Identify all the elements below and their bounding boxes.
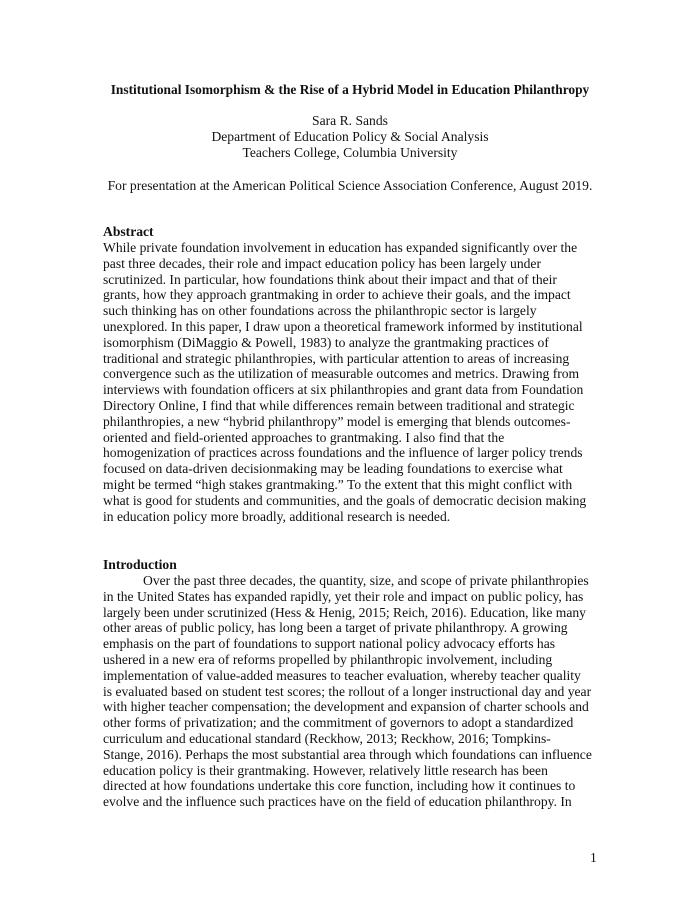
abstract-line: isomorphism (DiMaggio & Powell, 1983) to analyze the grantmaking practices of — [103, 334, 549, 350]
abstract-line: philanthropies, a new “hybrid philanthropy” model is emerging that blends outcomes- — [103, 413, 571, 429]
abstract-line: oriented and field-oriented approaches to grantmaking. I also find that the — [103, 429, 505, 445]
abstract-line: such thinking has on other foundations across the philanthropic sector is largely — [103, 303, 537, 319]
abstract-line: in education policy more broadly, additional research is needed. — [103, 508, 451, 524]
introduction-line: largely been under scrutinized (Hess & Henig, 2015; Reich, 2016). Education, like many — [103, 604, 586, 620]
introduction-body — [103, 573, 597, 810]
introduction-line: other areas of public policy, has long been a target of private philanthropy. A growing — [103, 620, 568, 636]
introduction-line: Over the past three decades, the quantity, size, and scope of private philanthropies — [143, 573, 589, 588]
introduction-line: directed at how foundations undertake this core function, including how it continues to — [103, 778, 576, 794]
abstract-line: convergence such as the utilization of measurable outcomes and metrics. Drawing from — [103, 366, 580, 382]
abstract-line: unexplored. In this paper, I draw upon a theoretical framework informed by institutional — [103, 318, 583, 334]
abstract-line: past three decades, their role and impact education policy has been largely under — [103, 255, 541, 271]
introduction-line: with higher teacher compensation; the development and expansion of charter schools and — [103, 699, 589, 715]
abstract-body — [103, 240, 597, 524]
introduction-line: curriculum and educational standard (Reckhow, 2013; Reckhow, 2016; Tompkins- — [103, 730, 551, 746]
author-name: Sara R. Sands — [312, 113, 388, 128]
abstract-line: grants, how they approach grantmaking in order to achieve their goals, and the impact — [103, 287, 571, 303]
abstract-line: homogenization of practices across foundations and the influence of larger policy trends — [103, 445, 583, 461]
author-department: Department of Education Policy & Social Analysis — [211, 129, 489, 144]
introduction-line: is evaluated based on student test scores; the rollout of a longer instructional day and year — [103, 683, 592, 699]
introduction-section — [103, 557, 597, 810]
introduction-line: evolve and the influence such practices have on the field of education philanthropy. In — [103, 794, 572, 810]
author-block — [103, 113, 597, 161]
introduction-line: emphasis on the part of foundations to support national policy advocacy efforts has — [103, 636, 556, 652]
introduction-line: in the United States has expanded rapidly, yet their role and impact on public policy, has — [103, 588, 584, 604]
abstract-line: might be termed “high stakes grantmaking.” To the extent that this might conflict with — [103, 476, 573, 492]
author-institution: Teachers College, Columbia University — [242, 145, 458, 160]
abstract-heading: Abstract — [103, 224, 154, 239]
paper-title: Institutional Isomorphism & the Rise of a Hybrid Model in Education Philanthropy — [110, 82, 590, 97]
abstract-line: scrutinized. In particular, how foundations think about their impact and that of their — [103, 271, 557, 287]
introduction-heading: Introduction — [103, 557, 177, 572]
introduction-line: education policy is their grantmaking. However, relatively little research has been — [103, 762, 548, 778]
introduction-line: ushered in a new era of reforms propelled by philanthropic involvement, including — [103, 651, 553, 667]
page-number: 1 — [590, 850, 597, 865]
abstract-section — [103, 224, 597, 524]
introduction-line: other forms of privatization; and the commitment of governors to adopt a standardized — [103, 715, 574, 731]
introduction-line: Stange, 2016). Perhaps the most substantial area through which foundations can influence — [103, 746, 592, 762]
abstract-line: Directory Online, I find that while differences remain between traditional and strategic — [103, 397, 575, 413]
abstract-line: interviews with foundation officers at six philanthropies and grant data from Foundation — [103, 382, 584, 398]
abstract-line: While private foundation involvement in education has expanded significantly over the — [103, 240, 578, 255]
presentation-note: For presentation at the American Political Science Association Conference, August 2019. — [107, 178, 593, 193]
abstract-line: what is good for students and communities, and the goals of democratic decision making — [103, 492, 587, 508]
abstract-line: traditional and strategic philanthropies, with particular attention to areas of increasing — [103, 350, 570, 366]
abstract-line: focused on data-driven decisionmaking may be leading foundations to exercise what — [103, 461, 563, 477]
introduction-line: implementation of value-added measures to teacher evaluation, whereby teacher quality — [103, 667, 581, 683]
